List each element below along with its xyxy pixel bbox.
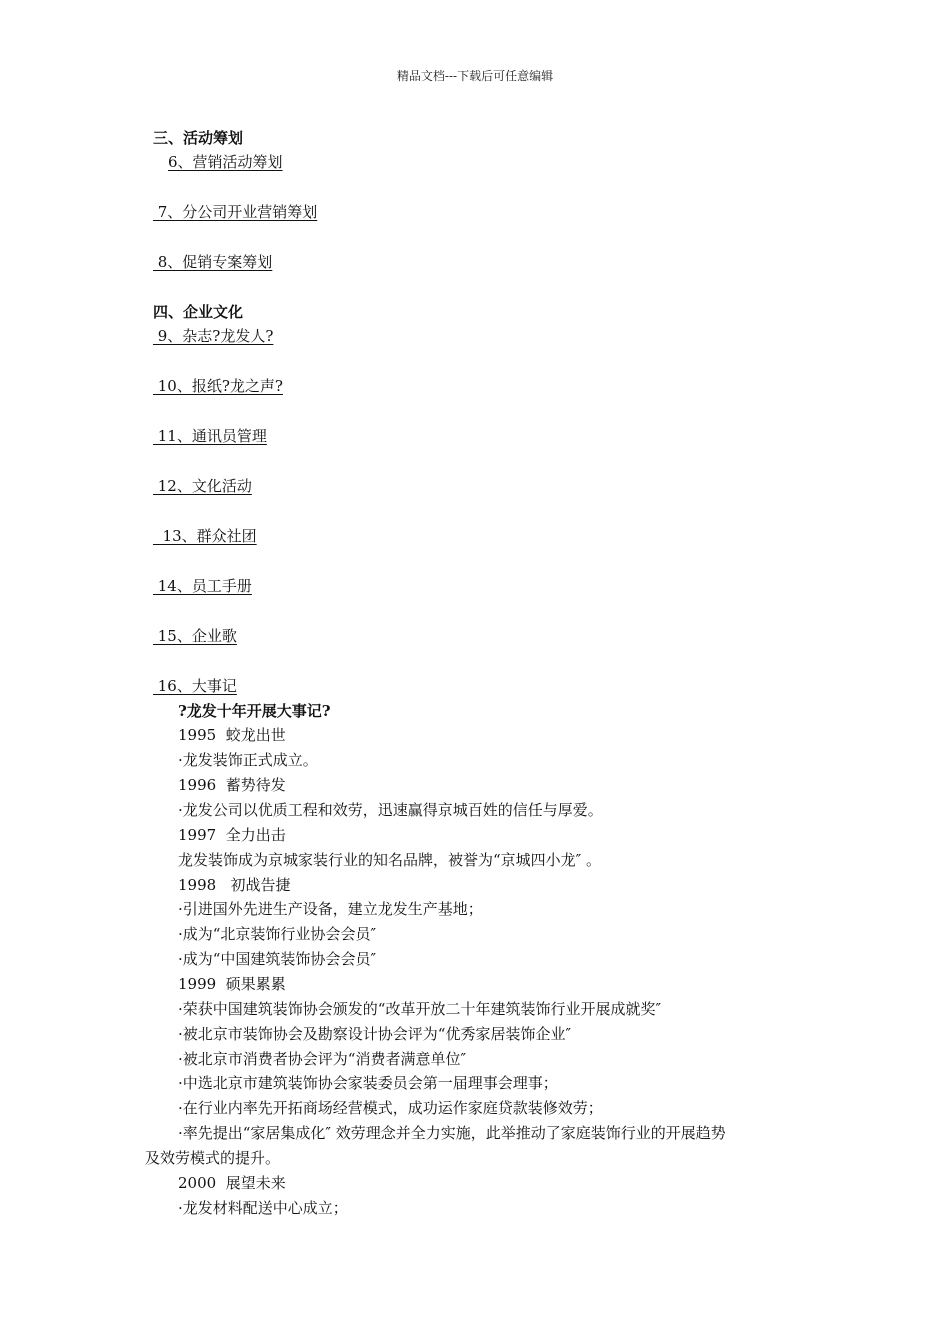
toc-link-magazine[interactable]: 9、杂志?龙发人? — [153, 327, 274, 345]
chronicle-line: ·龙发公司以优质工程和效劳，迅速赢得京城百姓的信任与厚爱。 — [178, 801, 603, 819]
chronicle-line: ·中选北京市建筑装饰协会家装委员会第一届理事会理事； — [178, 1074, 558, 1092]
section-heading-culture: 四、企业文化 — [153, 303, 244, 321]
toc-link-employee-handbook[interactable]: 14、员工手册 — [153, 577, 252, 595]
chronicle-line: ·龙发材料配送中心成立； — [178, 1199, 348, 1217]
toc-link-chronicle[interactable]: 16、大事记 — [153, 677, 237, 695]
chronicle-line: 龙发装饰成为京城家装行业的知名品牌，被誉为“京城四小龙″ 。 — [178, 851, 602, 869]
chronicle-line: 1996 蓄势待发 — [178, 776, 286, 794]
chronicle-line: ·成为“中国建筑装饰协会会员″ — [178, 950, 377, 968]
chronicle-line: ·在行业内率先开拓商场经营模式，成功运作家庭贷款装修效劳； — [178, 1099, 603, 1117]
chronicle-line: ·荣获中国建筑装饰协会颁发的“改革开放二十年建筑装饰行业开展成就奖″ — [178, 1000, 662, 1018]
chronicle-line: ·被北京市消费者协会评为“消费者满意单位″ — [178, 1050, 467, 1068]
toc-link-newspaper[interactable]: 10、报纸?龙之声? — [153, 377, 283, 395]
toc-link-promotion[interactable]: 8、促销专案筹划 — [153, 253, 273, 271]
chronicle-line: ·被北京市装饰协会及勘察设计协会评为“优秀家居装饰企业″ — [178, 1025, 572, 1043]
toc-link-marketing-activity[interactable]: 6、营销活动筹划 — [168, 153, 283, 171]
toc-link-company-song[interactable]: 15、企业歌 — [153, 627, 237, 645]
chronicle-line: 1995 蛟龙出世 — [178, 726, 286, 744]
chronicle-line: 1998 初战告捷 — [178, 876, 291, 894]
chronicle-line: 1997 全力出击 — [178, 826, 286, 844]
chronicle-line: 及效劳模式的提升。 — [145, 1149, 281, 1167]
chronicle-line: ·率先提出“家居集成化″ 效劳理念并全力实施，此举推动了家庭装饰行业的开展趋势 — [178, 1124, 726, 1142]
chronicle-line: ·龙发装饰正式成立。 — [178, 751, 318, 769]
chronicle-title: ?龙发十年开展大事记? — [178, 702, 331, 720]
chronicle-line: ·引进国外先进生产设备，建立龙发生产基地； — [178, 900, 483, 918]
chronicle-line: ·成为“北京装饰行业协会会员″ — [178, 925, 377, 943]
chronicle-line: 2000 展望未来 — [178, 1174, 286, 1192]
chronicle-line: 1999 硕果累累 — [178, 975, 286, 993]
section-heading-activities: 三、活动筹划 — [153, 129, 244, 147]
toc-link-community-groups[interactable]: 13、群众社团 — [153, 527, 257, 545]
toc-link-correspondent[interactable]: 11、通讯员管理 — [153, 427, 267, 445]
page-header: 精品文档---下载后可任意编辑 — [396, 69, 554, 83]
toc-link-culture-activity[interactable]: 12、文化活动 — [153, 477, 252, 495]
toc-link-branch-opening[interactable]: 7、分公司开业营销筹划 — [153, 203, 318, 221]
